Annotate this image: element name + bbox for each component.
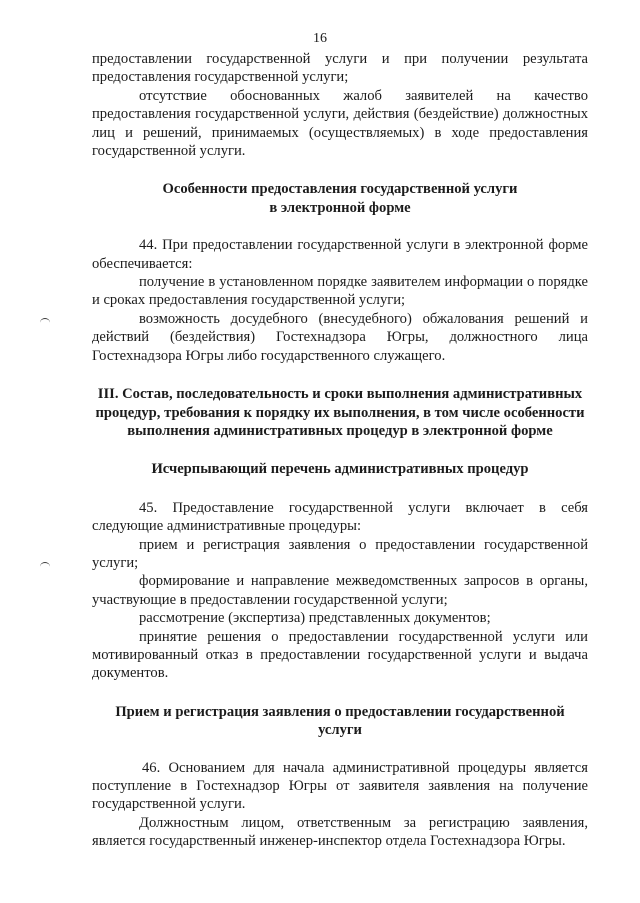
document-body	[92, 50, 588, 851]
page-number: 16	[313, 31, 327, 46]
paragraph-44-intro: 44. При предоставлении государственной услуги в электронной форме обеспечивается:	[92, 237, 588, 272]
section-3-heading: III. Состав, последовательность и сроки выполнения административных процедур, требования к порядку их выполнения, в том числе особенности выполнения административных процедур в электронной форме	[95, 386, 585, 439]
paragraph-44-item-2: возможность досудебного (внесудебного) обжалования решений и действий (бездействия) Гостехнадзора Югры, должностного лица Гостехнадзора Югры либо государственного служащего.	[92, 310, 588, 364]
paragraph-46-responsible: Должностным лицом, ответственным за регистрацию заявления, является государственный инженер-инспектор отдела Гостехнадзора Югры.	[92, 814, 588, 850]
reception-heading-line-1: Прием и регистрация заявления о предоставлении государственной	[115, 703, 565, 720]
paragraph-45-item-3: рассмотрение (экспертиза) представленных документов;	[139, 610, 491, 627]
procedures-list-heading: Исчерпывающий перечень административных процедур	[151, 461, 529, 478]
reception-heading-line-2: услуги	[318, 722, 362, 739]
paragraph-45-item-4: принятие решения о предоставлении государственной услуги или мотивированный отказ в предоставлении государственной услуги и выдача документов.	[92, 628, 588, 682]
paragraph-45-item-1: прием и регистрация заявления о предоставлении государственной услуги;	[92, 536, 588, 571]
binding-hole-mark	[40, 318, 50, 327]
paragraph-45-item-2: формирование и направление межведомственных запросов в органы, участвующие в предоставлении государственной услуги;	[92, 573, 588, 608]
binding-hole-mark	[40, 562, 50, 571]
paragraph-44-item-1: получение в установленном порядке заявителем информации о порядке и сроках предоставления государственной услуги;	[92, 274, 588, 309]
paragraph-45-intro: 45. Предоставление государственной услуги включает в себя следующие административные процедуры:	[92, 499, 588, 535]
paragraph-46: 46. Основанием для начала административной процедуры является поступление в Гостехнадзор Югры от заявителя заявления на получение государственной услуги.	[92, 759, 588, 813]
heading-electronic-line-2: в электронной форме	[269, 199, 411, 216]
paragraph-continuation: предоставлении государственной услуги и при получении результата предоставления государственной услуги;	[92, 51, 588, 86]
paragraph-no-complaints: отсутствие обоснованных жалоб заявителей на качество предоставления государственной услуги, действия (бездействие) должностных лиц и решений, принимаемых (осуществляемых) в ходе предоставления государственной услуги.	[92, 87, 588, 160]
heading-electronic-line-1: Особенности предоставления государственной услуги	[162, 181, 518, 198]
